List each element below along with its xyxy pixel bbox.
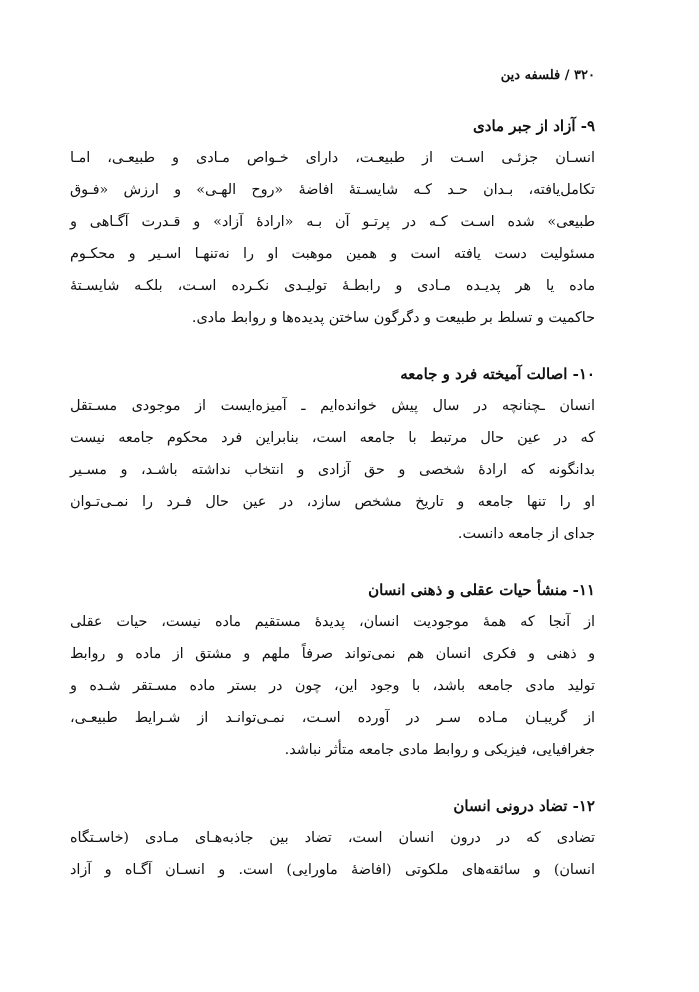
text-line: طبیعی» شده اسـت کـه در پرتـو آن بـه «ارادهٔ آزاد» و قـدرت آگـاهی و <box>70 214 595 230</box>
text-line: جدای از جامعه دانست. <box>457 526 595 542</box>
section-10 <box>70 362 595 550</box>
section-paragraph <box>70 822 595 886</box>
running-head: ۳۲۰ / فلسفه دین <box>500 68 595 83</box>
text-line: تکامل‌یافته، بـدان حـد کـه شایسـتهٔ افاضهٔ «روح الهـی» و ارزش «فـوق <box>70 182 595 198</box>
section-11 <box>70 578 595 766</box>
text-line: که در عین حال مرتبط با جامعه است، بنابراین فرد محکوم جامعه نیست <box>70 430 595 446</box>
section-paragraph <box>70 606 595 766</box>
text-line: انسـان جزئـی اسـت از طبیعـت، دارای خـواص مـادی و طبیعـی، امـا <box>70 150 595 166</box>
section-paragraph <box>70 390 595 550</box>
section-heading: ۱۰- اصالت آمیخته فرد و جامعه <box>400 365 595 383</box>
text-line: انسان ـچنانچه در سال پیش خوانده‌ایم ـ آمیزه‌ایست از موجودی مسـتقل <box>70 398 595 414</box>
section-heading: ۱۱- منشأ حیات عقلی و ذهنی انسان <box>368 581 595 599</box>
section-heading: ۱۲- تضاد درونی انسان <box>453 797 595 815</box>
text-line: از گریبـان مـاده سـر در آورده اسـت، نمـی‌توانـد از شـرایط طبیعـی، <box>70 710 595 726</box>
text-line: ماده یا هر پدیـده مـادی و رابطـهٔ تولیـدی نکـرده اسـت، بلکـه شایسـتهٔ <box>70 278 595 294</box>
section-9 <box>70 114 595 334</box>
text-line: او را تنها جامعه و تاریخ مشخص سازد، در عین حال فـرد را نمـی‌تـوان <box>70 494 595 510</box>
section-12 <box>70 794 595 886</box>
text-line: انسان) و سائقه‌های ملکوتی (افاضهٔ ماورایی) است. و انسـان آگـاه و آزاد <box>70 862 595 878</box>
text-line: بدانگونه که ارادهٔ شخصی و حق آزادی و انتخاب نداشته باشـد، و مسـیر <box>70 462 595 478</box>
section-heading: ۹- آزاد از جبر مادی <box>473 117 595 135</box>
text-line: تولید مادی جامعه باشد، با وجود این، چون در بستر ماده مسـتقر شـده و <box>70 678 595 694</box>
text-line: و ذهنی و فکری انسان هم نمی‌تواند صرفاً ملهم و مشتق از ماده و روابط <box>70 646 595 662</box>
book-page <box>70 66 595 914</box>
text-line: تضادی که در درون انسان است، تضاد بین جاذبه‌هـای مـادی (خاسـتگاه <box>70 830 595 846</box>
section-paragraph <box>70 142 595 334</box>
text-line: مسئولیت دست یافته است و همین موهبت او را نه‌تنهـا اسـیر و محکـوم <box>70 246 595 262</box>
text-line: از آنجا که همهٔ موجودیت انسان، پدیدهٔ مستقیم ماده نیست، حیات عقلی <box>70 614 595 630</box>
text-line: جغرافیایی، فیزیکی و روابط مادی جامعه متأثر نباشد. <box>284 742 595 758</box>
text-line: حاکمیت و تسلط بر طبیعت و دگرگون ساختن پدیده‌ها و روابط مادی. <box>191 310 595 326</box>
